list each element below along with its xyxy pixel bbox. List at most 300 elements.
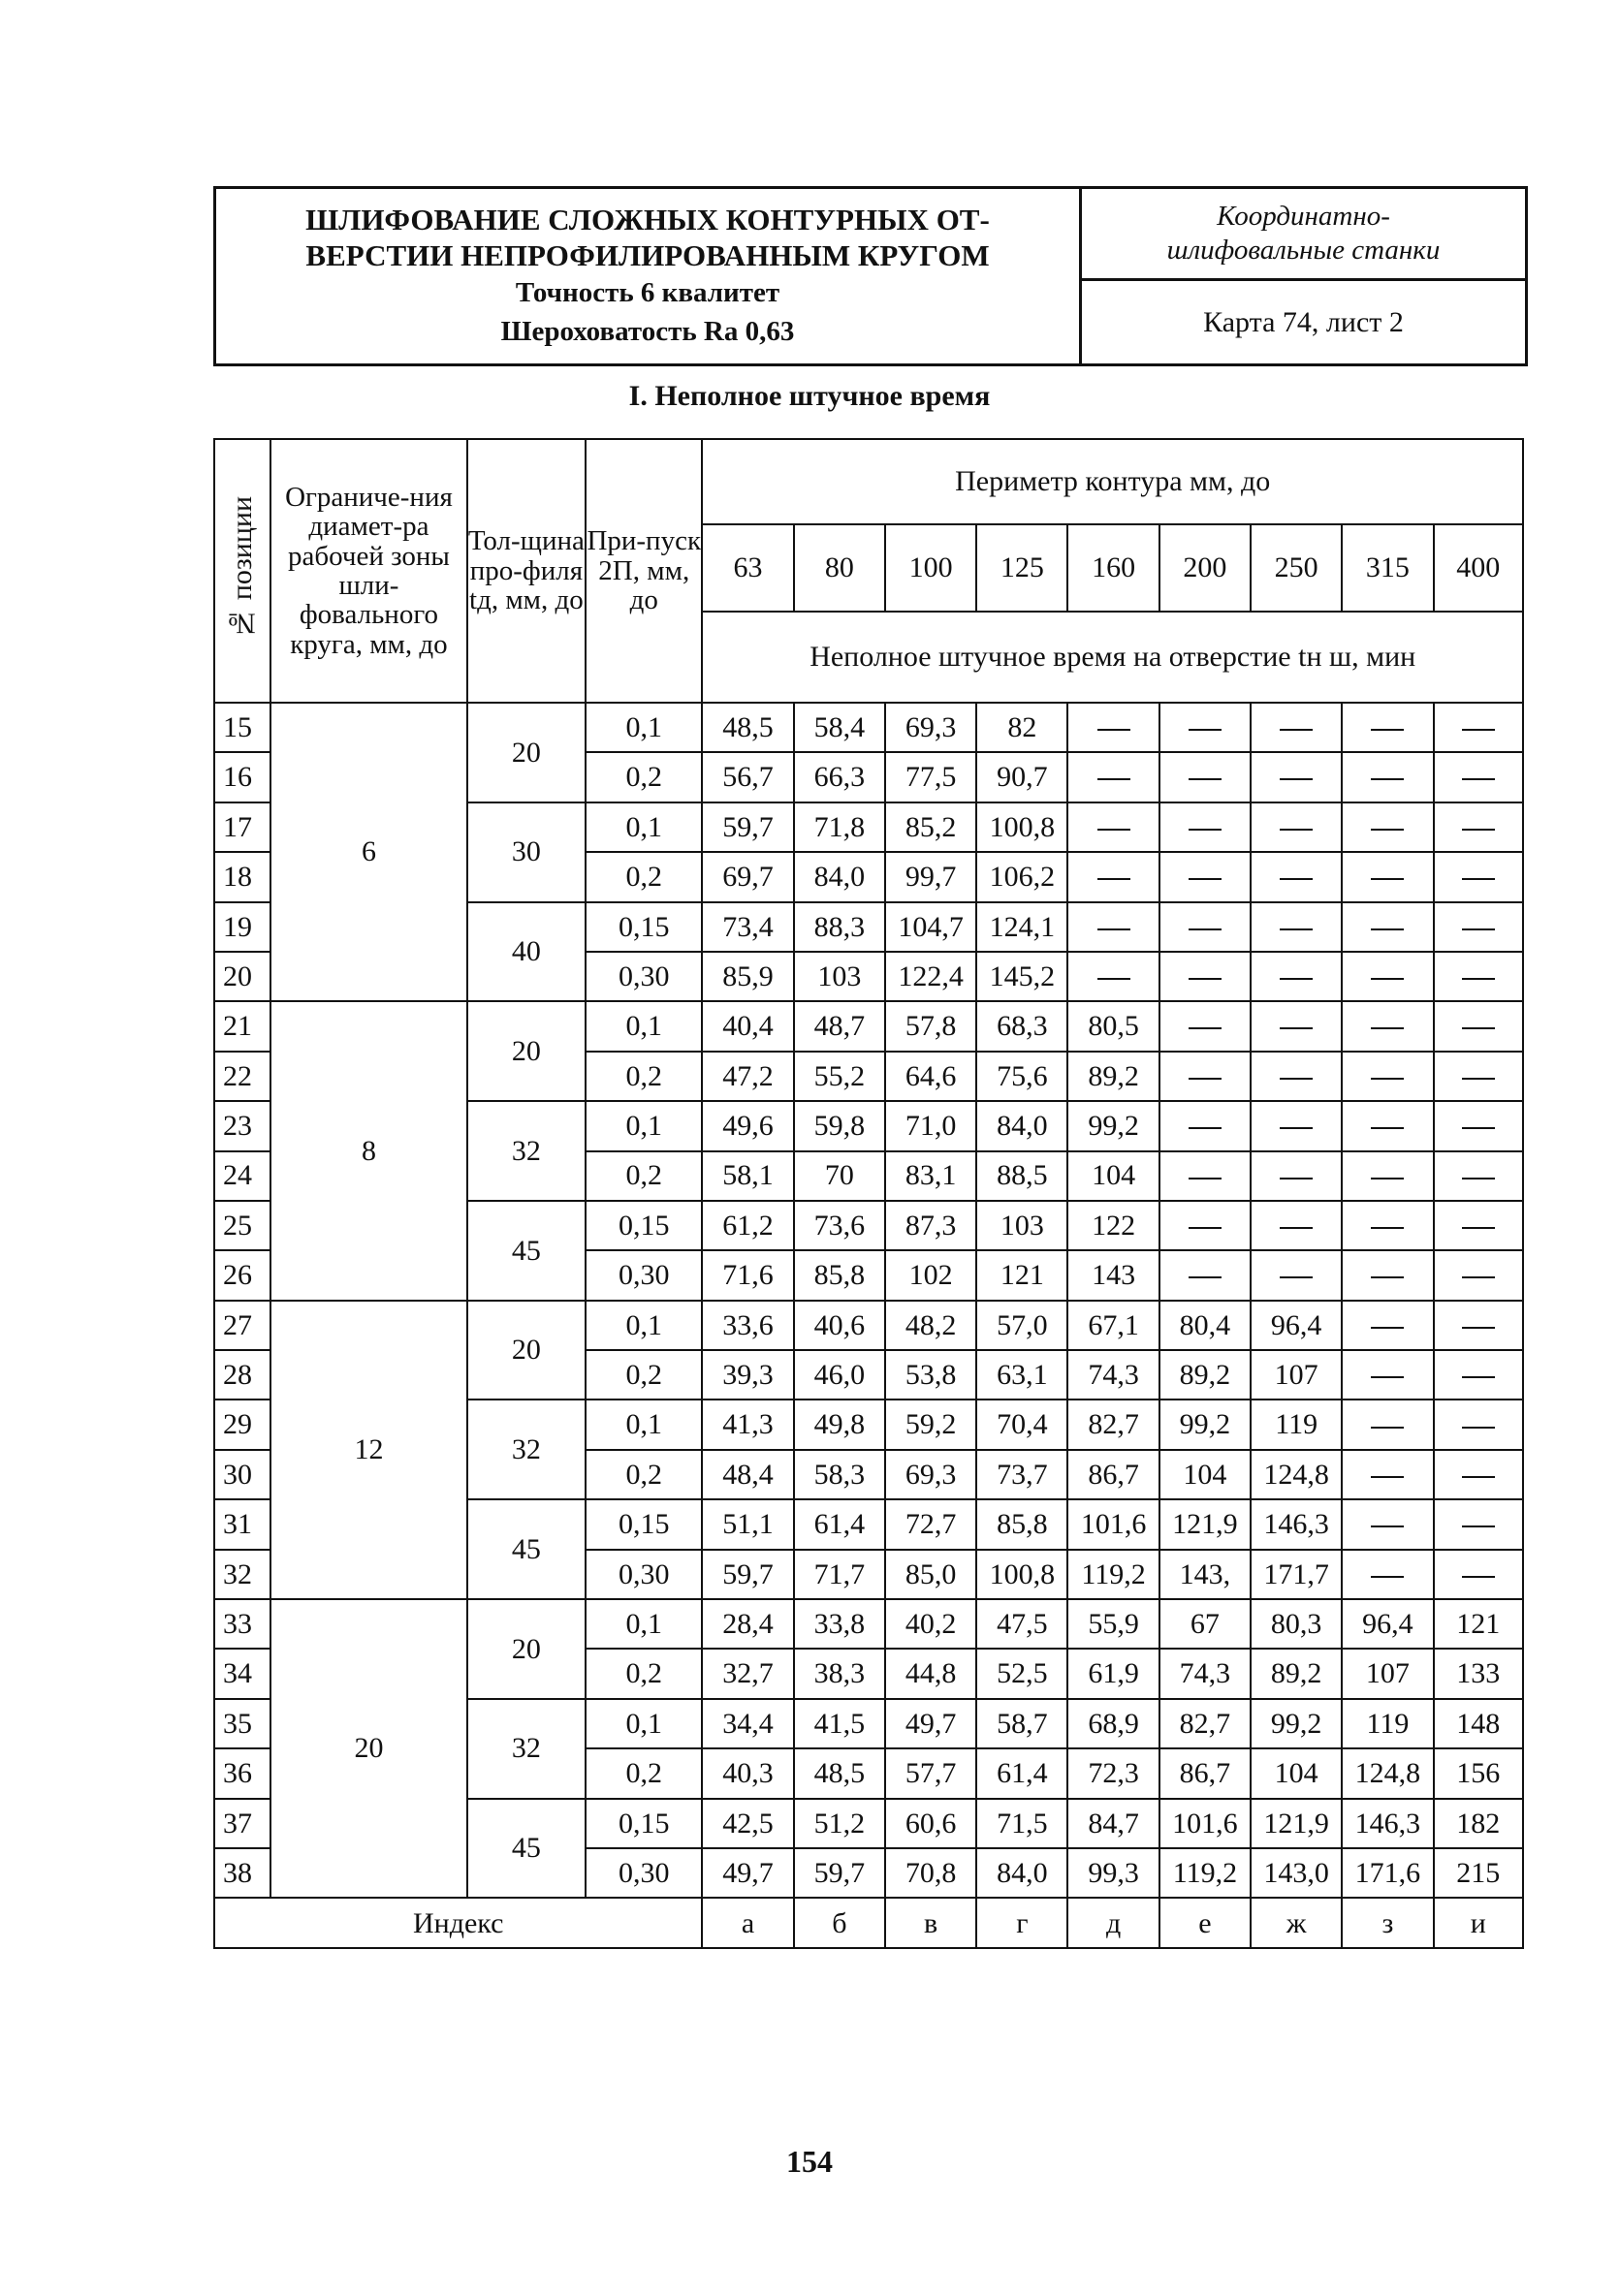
time-value-cell: 99,2 bbox=[1251, 1699, 1342, 1748]
time-value-cell: 102 bbox=[885, 1250, 976, 1300]
empty-dash-cell bbox=[1434, 1101, 1523, 1150]
time-value-cell: 40,3 bbox=[702, 1748, 793, 1798]
position-cell: 18 bbox=[214, 852, 270, 901]
thickness-cell: 45 bbox=[467, 1201, 586, 1301]
allowance-cell: 0,30 bbox=[586, 952, 702, 1001]
time-value-cell: 51,2 bbox=[794, 1799, 885, 1848]
dash-mark bbox=[1280, 1276, 1313, 1278]
position-cell: 25 bbox=[214, 1201, 270, 1250]
time-value-cell: 69,3 bbox=[885, 703, 976, 752]
empty-dash-cell bbox=[1159, 902, 1251, 952]
time-value-cell: 49,7 bbox=[702, 1848, 793, 1898]
allowance-cell: 0,15 bbox=[586, 1499, 702, 1549]
card-number: Карта 74, лист 2 bbox=[1203, 305, 1404, 338]
allowance-cell: 0,2 bbox=[586, 1350, 702, 1400]
empty-dash-cell bbox=[1342, 1450, 1433, 1499]
table-row bbox=[214, 1599, 1523, 1649]
time-value-cell: 82,7 bbox=[1159, 1699, 1251, 1748]
dash-mark bbox=[1371, 1227, 1404, 1229]
empty-dash-cell bbox=[1342, 752, 1433, 802]
time-value-cell: 64,6 bbox=[885, 1052, 976, 1101]
time-value-cell: 124,1 bbox=[976, 902, 1067, 952]
time-value-cell: 71,8 bbox=[794, 802, 885, 852]
machine-line-1: Координатно- bbox=[1217, 201, 1390, 232]
empty-dash-cell bbox=[1251, 802, 1342, 852]
allowance-cell: 0,15 bbox=[586, 1799, 702, 1848]
allowance-cell: 0,15 bbox=[586, 902, 702, 952]
time-value-cell: 48,5 bbox=[702, 703, 793, 752]
position-cell: 21 bbox=[214, 1001, 270, 1051]
time-value-cell: 88,5 bbox=[976, 1151, 1067, 1201]
roughness-text: Шероховатость Ra 0,63 bbox=[500, 316, 795, 347]
time-value-cell: 143 bbox=[1067, 1250, 1159, 1300]
time-value-cell: 122,4 bbox=[885, 952, 976, 1001]
empty-dash-cell bbox=[1159, 1101, 1251, 1150]
time-value-cell: 119,2 bbox=[1159, 1848, 1251, 1898]
time-value-cell: 85,9 bbox=[702, 952, 793, 1001]
allowance-cell: 0,1 bbox=[586, 1699, 702, 1748]
thickness-cell: 20 bbox=[467, 1301, 586, 1400]
empty-dash-cell bbox=[1342, 952, 1433, 1001]
table-row bbox=[214, 1301, 1523, 1350]
dash-mark bbox=[1097, 778, 1130, 780]
time-value-cell: 59,8 bbox=[794, 1101, 885, 1150]
diameter-cell: 8 bbox=[270, 1001, 467, 1300]
index-cell: б bbox=[794, 1898, 885, 1948]
time-value-cell: 47,2 bbox=[702, 1052, 793, 1101]
empty-dash-cell bbox=[1434, 1250, 1523, 1300]
time-value-cell: 171,6 bbox=[1342, 1848, 1433, 1898]
time-value-cell: 83,1 bbox=[885, 1151, 976, 1201]
time-value-cell: 44,8 bbox=[885, 1649, 976, 1698]
perimeter-header-cell: 100 bbox=[885, 524, 976, 612]
time-value-cell: 119 bbox=[1251, 1400, 1342, 1449]
dash-mark bbox=[1462, 1227, 1495, 1229]
time-value-cell: 146,3 bbox=[1342, 1799, 1433, 1848]
perimeter-header-cell: 250 bbox=[1251, 524, 1342, 612]
allowance-cell: 0,2 bbox=[586, 1450, 702, 1499]
time-value-cell: 59,7 bbox=[702, 802, 793, 852]
time-value-cell: 84,0 bbox=[976, 1101, 1067, 1150]
empty-dash-cell bbox=[1434, 1001, 1523, 1051]
time-value-cell: 119,2 bbox=[1067, 1550, 1159, 1599]
allowance-cell: 0,1 bbox=[586, 1101, 702, 1150]
time-value-cell: 66,3 bbox=[794, 752, 885, 802]
col-allowance-header: При-пуск 2П, мм, до bbox=[586, 439, 702, 703]
time-value-cell: 67,1 bbox=[1067, 1301, 1159, 1350]
empty-dash-cell bbox=[1434, 1400, 1523, 1449]
position-cell: 29 bbox=[214, 1400, 270, 1449]
dash-mark bbox=[1371, 978, 1404, 980]
time-value-cell: 59,7 bbox=[794, 1848, 885, 1898]
allowance-cell: 0,2 bbox=[586, 852, 702, 901]
empty-dash-cell bbox=[1342, 1052, 1433, 1101]
index-cell: д bbox=[1067, 1898, 1159, 1948]
dash-mark bbox=[1462, 1178, 1495, 1179]
time-value-cell: 84,0 bbox=[794, 852, 885, 901]
title-line-2: ВЕРСТИИ НЕПРОФИЛИРОВАННЫМ КРУГОМ bbox=[305, 238, 990, 272]
time-value-cell: 119 bbox=[1342, 1699, 1433, 1748]
time-value-cell: 49,7 bbox=[885, 1699, 976, 1748]
time-value-cell: 55,2 bbox=[794, 1052, 885, 1101]
dash-mark bbox=[1189, 829, 1222, 831]
section-title: I. Неполное штучное время bbox=[628, 380, 991, 412]
time-value-cell: 41,5 bbox=[794, 1699, 885, 1748]
time-value-cell: 101,6 bbox=[1159, 1799, 1251, 1848]
dash-mark bbox=[1097, 878, 1130, 880]
time-value-cell: 61,2 bbox=[702, 1201, 793, 1250]
time-value-cell: 59,2 bbox=[885, 1400, 976, 1449]
time-value-cell: 68,9 bbox=[1067, 1699, 1159, 1748]
time-value-cell: 58,4 bbox=[794, 703, 885, 752]
position-cell: 32 bbox=[214, 1550, 270, 1599]
index-cell: г bbox=[976, 1898, 1067, 1948]
time-value-cell: 28,4 bbox=[702, 1599, 793, 1649]
dash-mark bbox=[1462, 729, 1495, 731]
thickness-cell: 30 bbox=[467, 802, 586, 902]
time-value-cell: 70,4 bbox=[976, 1400, 1067, 1449]
dash-mark bbox=[1462, 778, 1495, 780]
allowance-cell: 0,2 bbox=[586, 1052, 702, 1101]
position-cell: 23 bbox=[214, 1101, 270, 1150]
thickness-cell: 32 bbox=[467, 1699, 586, 1799]
time-value-cell: 99,2 bbox=[1159, 1400, 1251, 1449]
time-value-cell: 104,7 bbox=[885, 902, 976, 952]
time-value-cell: 58,7 bbox=[976, 1699, 1067, 1748]
dash-mark bbox=[1280, 1178, 1313, 1179]
perimeter-header-cell: 400 bbox=[1434, 524, 1523, 612]
allowance-cell: 0,2 bbox=[586, 1151, 702, 1201]
empty-dash-cell bbox=[1251, 1250, 1342, 1300]
time-value-cell: 182 bbox=[1434, 1799, 1523, 1848]
time-value-cell: 99,3 bbox=[1067, 1848, 1159, 1898]
time-value-cell: 32,7 bbox=[702, 1649, 793, 1698]
header-info-block bbox=[1082, 189, 1525, 363]
empty-dash-cell bbox=[1434, 952, 1523, 1001]
time-value-cell: 99,7 bbox=[885, 852, 976, 901]
time-value-cell: 156 bbox=[1434, 1748, 1523, 1798]
time-value-cell: 46,0 bbox=[794, 1350, 885, 1400]
diameter-cell: 6 bbox=[270, 703, 467, 1001]
time-value-cell: 80,4 bbox=[1159, 1301, 1251, 1350]
empty-dash-cell bbox=[1434, 1550, 1523, 1599]
thickness-cell: 20 bbox=[467, 1599, 586, 1699]
time-value-cell: 42,5 bbox=[702, 1799, 793, 1848]
dash-mark bbox=[1371, 729, 1404, 731]
position-cell: 17 bbox=[214, 802, 270, 852]
empty-dash-cell bbox=[1434, 1201, 1523, 1250]
thickness-cell: 45 bbox=[467, 1799, 586, 1899]
time-value-cell: 100,8 bbox=[976, 802, 1067, 852]
position-cell: 37 bbox=[214, 1799, 270, 1848]
dash-mark bbox=[1280, 1227, 1313, 1229]
time-value-cell: 82,7 bbox=[1067, 1400, 1159, 1449]
time-value-cell: 48,5 bbox=[794, 1748, 885, 1798]
col-position-header bbox=[214, 439, 270, 703]
empty-dash-cell bbox=[1159, 1250, 1251, 1300]
time-value-cell: 80,5 bbox=[1067, 1001, 1159, 1051]
dash-mark bbox=[1371, 1078, 1404, 1080]
time-value-cell: 60,6 bbox=[885, 1799, 976, 1848]
dash-mark bbox=[1462, 1078, 1495, 1080]
dash-mark bbox=[1462, 1127, 1495, 1129]
empty-dash-cell bbox=[1434, 752, 1523, 802]
dash-mark bbox=[1371, 1276, 1404, 1278]
time-value-cell: 71,5 bbox=[976, 1799, 1067, 1848]
header-title-block bbox=[216, 189, 1082, 363]
empty-dash-cell bbox=[1251, 1052, 1342, 1101]
empty-dash-cell bbox=[1434, 1301, 1523, 1350]
index-cell: з bbox=[1342, 1898, 1433, 1948]
time-value-cell: 89,2 bbox=[1067, 1052, 1159, 1101]
time-value-cell: 107 bbox=[1251, 1350, 1342, 1400]
dash-mark bbox=[1189, 928, 1222, 930]
position-cell: 30 bbox=[214, 1450, 270, 1499]
thickness-cell: 20 bbox=[467, 1001, 586, 1101]
header-box bbox=[213, 186, 1528, 366]
perimeter-header-cell: 160 bbox=[1067, 524, 1159, 612]
dash-mark bbox=[1189, 1276, 1222, 1278]
dash-mark bbox=[1189, 1078, 1222, 1080]
dash-mark bbox=[1371, 829, 1404, 831]
empty-dash-cell bbox=[1342, 1001, 1433, 1051]
dash-mark bbox=[1462, 1476, 1495, 1478]
time-value-cell: 215 bbox=[1434, 1848, 1523, 1898]
time-value-cell: 171,7 bbox=[1251, 1550, 1342, 1599]
empty-dash-cell bbox=[1159, 802, 1251, 852]
position-cell: 36 bbox=[214, 1748, 270, 1798]
time-value-cell: 85,0 bbox=[885, 1550, 976, 1599]
thickness-cell: 40 bbox=[467, 902, 586, 1002]
empty-dash-cell bbox=[1342, 1101, 1433, 1150]
dash-mark bbox=[1462, 978, 1495, 980]
empty-dash-cell bbox=[1251, 902, 1342, 952]
dash-mark bbox=[1371, 1178, 1404, 1179]
time-value-cell: 106,2 bbox=[976, 852, 1067, 901]
dash-mark bbox=[1462, 1576, 1495, 1578]
dash-mark bbox=[1371, 1525, 1404, 1527]
allowance-cell: 0,30 bbox=[586, 1250, 702, 1300]
dash-mark bbox=[1189, 1027, 1222, 1029]
thickness-cell: 45 bbox=[467, 1499, 586, 1599]
position-cell: 20 bbox=[214, 952, 270, 1001]
empty-dash-cell bbox=[1434, 1151, 1523, 1201]
time-value-cell: 57,7 bbox=[885, 1748, 976, 1798]
position-cell: 19 bbox=[214, 902, 270, 952]
time-value-cell: 121 bbox=[976, 1250, 1067, 1300]
time-value-cell: 72,3 bbox=[1067, 1748, 1159, 1798]
table-body bbox=[214, 703, 1523, 1898]
time-value-cell: 48,4 bbox=[702, 1450, 793, 1499]
dash-mark bbox=[1371, 878, 1404, 880]
position-cell: 22 bbox=[214, 1052, 270, 1101]
position-cell: 28 bbox=[214, 1350, 270, 1400]
empty-dash-cell bbox=[1251, 952, 1342, 1001]
time-value-cell: 69,7 bbox=[702, 852, 793, 901]
dash-mark bbox=[1462, 1376, 1495, 1378]
allowance-cell: 0,1 bbox=[586, 1400, 702, 1449]
time-value-cell: 80,3 bbox=[1251, 1599, 1342, 1649]
empty-dash-cell bbox=[1434, 802, 1523, 852]
dash-mark bbox=[1371, 1327, 1404, 1329]
dash-mark bbox=[1189, 978, 1222, 980]
empty-dash-cell bbox=[1342, 1301, 1433, 1350]
perimeter-header-cell: 315 bbox=[1342, 524, 1433, 612]
dash-mark bbox=[1189, 1227, 1222, 1229]
empty-dash-cell bbox=[1251, 1151, 1342, 1201]
time-value-cell: 124,8 bbox=[1342, 1748, 1433, 1798]
dash-mark bbox=[1189, 729, 1222, 731]
time-value-cell: 73,4 bbox=[702, 902, 793, 952]
time-value-cell: 86,7 bbox=[1067, 1450, 1159, 1499]
time-norms-table bbox=[213, 438, 1524, 1949]
empty-dash-cell bbox=[1159, 1001, 1251, 1051]
position-cell: 38 bbox=[214, 1848, 270, 1898]
table-row bbox=[214, 1001, 1523, 1051]
dash-mark bbox=[1371, 1427, 1404, 1429]
table-row bbox=[214, 703, 1523, 752]
position-cell: 31 bbox=[214, 1499, 270, 1549]
dash-mark bbox=[1462, 1327, 1495, 1329]
time-value-cell: 107 bbox=[1342, 1649, 1433, 1698]
time-value-cell: 85,8 bbox=[976, 1499, 1067, 1549]
dash-mark bbox=[1462, 1027, 1495, 1029]
allowance-cell: 0,1 bbox=[586, 703, 702, 752]
time-value-cell: 47,5 bbox=[976, 1599, 1067, 1649]
empty-dash-cell bbox=[1251, 703, 1342, 752]
dash-mark bbox=[1462, 829, 1495, 831]
dash-mark bbox=[1371, 778, 1404, 780]
empty-dash-cell bbox=[1434, 1499, 1523, 1549]
time-value-cell: 48,7 bbox=[794, 1001, 885, 1051]
position-cell: 15 bbox=[214, 703, 270, 752]
allowance-cell: 0,1 bbox=[586, 802, 702, 852]
time-value-cell: 89,2 bbox=[1251, 1649, 1342, 1698]
time-value-cell: 143,0 bbox=[1251, 1848, 1342, 1898]
dash-mark bbox=[1189, 1127, 1222, 1129]
title-line-1: ШЛИФОВАНИЕ СЛОЖНЫХ КОНТУРНЫХ ОТ- bbox=[305, 203, 990, 236]
allowance-cell: 0,2 bbox=[586, 1748, 702, 1798]
col-perimeter-header: Периметр контура мм, до bbox=[702, 439, 1523, 524]
time-value-cell: 41,3 bbox=[702, 1400, 793, 1449]
index-cell: в bbox=[885, 1898, 976, 1948]
position-cell: 33 bbox=[214, 1599, 270, 1649]
time-value-cell: 57,0 bbox=[976, 1301, 1067, 1350]
thickness-cell: 32 bbox=[467, 1400, 586, 1499]
time-value-cell: 84,7 bbox=[1067, 1799, 1159, 1848]
empty-dash-cell bbox=[1159, 1151, 1251, 1201]
dash-mark bbox=[1189, 778, 1222, 780]
dash-mark bbox=[1280, 978, 1313, 980]
time-value-cell: 68,3 bbox=[976, 1001, 1067, 1051]
dash-mark bbox=[1371, 928, 1404, 930]
time-value-cell: 104 bbox=[1067, 1151, 1159, 1201]
time-value-cell: 104 bbox=[1251, 1748, 1342, 1798]
empty-dash-cell bbox=[1342, 1250, 1433, 1300]
empty-dash-cell bbox=[1342, 852, 1433, 901]
time-value-cell: 122 bbox=[1067, 1201, 1159, 1250]
dash-mark bbox=[1189, 878, 1222, 880]
machine-line-2: шлифовальные станки bbox=[1166, 235, 1441, 266]
dash-mark bbox=[1371, 1127, 1404, 1129]
time-value-cell: 55,9 bbox=[1067, 1599, 1159, 1649]
dash-mark bbox=[1280, 778, 1313, 780]
dash-mark bbox=[1280, 829, 1313, 831]
time-value-cell: 33,8 bbox=[794, 1599, 885, 1649]
time-value-cell: 124,8 bbox=[1251, 1450, 1342, 1499]
time-value-cell: 56,7 bbox=[702, 752, 793, 802]
empty-dash-cell bbox=[1251, 1101, 1342, 1150]
allowance-cell: 0,2 bbox=[586, 752, 702, 802]
perimeter-header-cell: 125 bbox=[976, 524, 1067, 612]
dash-mark bbox=[1462, 1525, 1495, 1527]
time-value-cell: 90,7 bbox=[976, 752, 1067, 802]
allowance-cell: 0,1 bbox=[586, 1301, 702, 1350]
time-value-cell: 133 bbox=[1434, 1649, 1523, 1698]
dash-mark bbox=[1097, 928, 1130, 930]
col-position-label: № позиции bbox=[226, 495, 259, 640]
time-value-cell: 99,2 bbox=[1067, 1101, 1159, 1150]
time-value-cell: 40,6 bbox=[794, 1301, 885, 1350]
time-value-cell: 39,3 bbox=[702, 1350, 793, 1400]
dash-mark bbox=[1189, 1178, 1222, 1179]
index-cell: и bbox=[1434, 1898, 1523, 1948]
empty-dash-cell bbox=[1159, 852, 1251, 901]
dash-mark bbox=[1371, 1027, 1404, 1029]
thickness-cell: 20 bbox=[467, 703, 586, 802]
dash-mark bbox=[1280, 729, 1313, 731]
col-diameter-header: Ограниче-ния диамет-ра рабочей зоны шли-фовального круга, мм, до bbox=[270, 439, 467, 703]
empty-dash-cell bbox=[1434, 703, 1523, 752]
time-value-cell: 34,4 bbox=[702, 1699, 793, 1748]
empty-dash-cell bbox=[1342, 1201, 1433, 1250]
empty-dash-cell bbox=[1251, 1001, 1342, 1051]
time-value-cell: 58,1 bbox=[702, 1151, 793, 1201]
allowance-cell: 0,15 bbox=[586, 1201, 702, 1250]
time-value-cell: 87,3 bbox=[885, 1201, 976, 1250]
empty-dash-cell bbox=[1067, 852, 1159, 901]
empty-dash-cell bbox=[1434, 1450, 1523, 1499]
page-number: 154 bbox=[786, 2144, 833, 2179]
time-value-cell: 61,4 bbox=[794, 1499, 885, 1549]
empty-dash-cell bbox=[1342, 1151, 1433, 1201]
empty-dash-cell bbox=[1159, 1052, 1251, 1101]
position-cell: 34 bbox=[214, 1649, 270, 1698]
time-value-cell: 53,8 bbox=[885, 1350, 976, 1400]
position-cell: 24 bbox=[214, 1151, 270, 1201]
empty-dash-cell bbox=[1067, 752, 1159, 802]
allowance-cell: 0,1 bbox=[586, 1001, 702, 1051]
allowance-cell: 0,1 bbox=[586, 1599, 702, 1649]
time-value-cell: 77,5 bbox=[885, 752, 976, 802]
dash-mark bbox=[1371, 1576, 1404, 1578]
time-value-cell: 40,2 bbox=[885, 1599, 976, 1649]
time-value-cell: 49,6 bbox=[702, 1101, 793, 1150]
time-value-cell: 61,9 bbox=[1067, 1649, 1159, 1698]
dash-mark bbox=[1280, 1027, 1313, 1029]
dash-mark bbox=[1097, 829, 1130, 831]
empty-dash-cell bbox=[1342, 1550, 1433, 1599]
dash-mark bbox=[1462, 928, 1495, 930]
dash-mark bbox=[1371, 1476, 1404, 1478]
time-value-cell: 103 bbox=[794, 952, 885, 1001]
col-time-header: Неполное штучное время на отверстие tн ш, мин bbox=[702, 612, 1523, 703]
empty-dash-cell bbox=[1342, 703, 1433, 752]
time-value-cell: 103 bbox=[976, 1201, 1067, 1250]
time-value-cell: 69,3 bbox=[885, 1450, 976, 1499]
accuracy-text: Точность 6 квалитет bbox=[515, 277, 780, 308]
index-cell: е bbox=[1159, 1898, 1251, 1948]
